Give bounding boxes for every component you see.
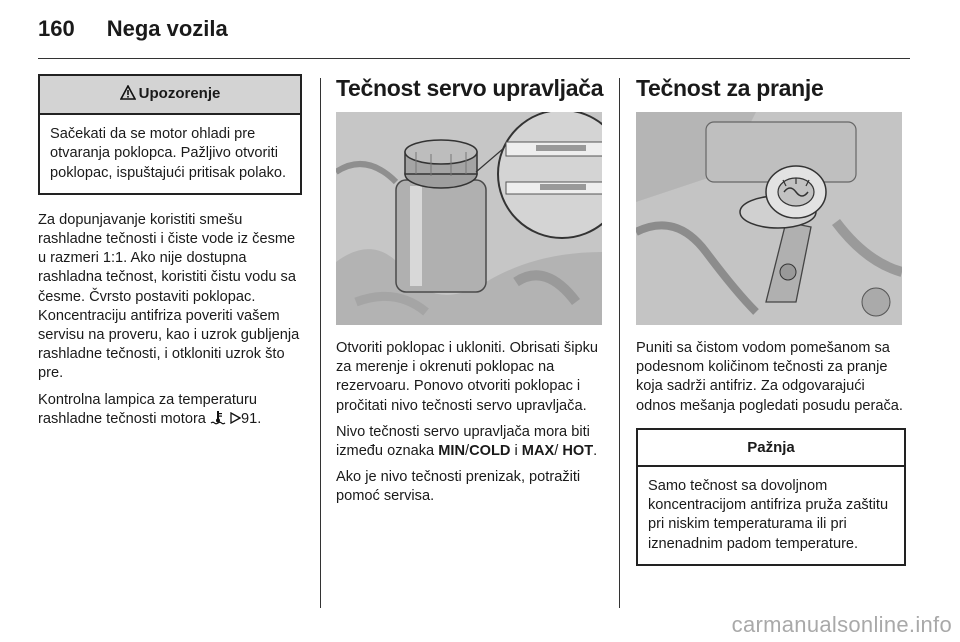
power-steering-reservoir-illustration	[336, 112, 602, 325]
column-divider-2	[619, 78, 620, 608]
column-3	[636, 74, 906, 566]
site-watermark: carmanualsonline.info	[731, 612, 952, 637]
warning-box-body: Sačekati da se motor ohladi pre otvaranja poklopca. Pažljivo otvoriti poklopac, ispuštajući pritisak polako.	[50, 126, 287, 181]
coolant-paragraph: Za dopunjavanje koristiti smešu rashladne tečnosti i čiste vode iz česme u razmeri 1:1. Ako nije dostupna rashladna tečnost, koristiti čistu vodu sa česme. Čvrsto postaviti poklopac. Koncentraciju antifriza poveriti vašem servisu na proveru, kao i uzrok gubljenja rashladne tečnosti, i otkloniti uzrok što pre.	[38, 211, 300, 382]
notice-box-header: Pažnja	[638, 430, 904, 467]
coolant-lamp-text: Kontrolna lampica za temperaturu rashladne tečnosti motora	[38, 391, 258, 427]
level-end: .	[593, 443, 598, 460]
mark-sep-1: /	[465, 443, 470, 460]
notice-box	[636, 428, 906, 566]
mark-min: MIN	[438, 443, 465, 460]
page-reference-arrow-icon	[230, 411, 241, 430]
notice-box-body: Samo tečnost sa dovoljnom koncentracijom antifriza pruža zaštitu pri niskim temperaturama ili pri iznenadnim padom temperature.	[648, 478, 889, 552]
mark-and: i	[514, 443, 518, 460]
washer-fluid-title: Tečnost za pranje	[636, 75, 824, 101]
washer-fluid-paragraph: Puniti sa čistom vodom pomešanom sa podesnom količinom tečnosti za pranje koja sadrži antifriz. Za odgovarajući odnos mešanja pogledati posudu perača.	[636, 340, 903, 414]
mark-max: MAX	[521, 443, 555, 460]
warning-box-title: Upozorenje	[138, 85, 221, 102]
page-number: 160	[38, 16, 75, 41]
column-1	[38, 74, 302, 438]
column-divider-1	[320, 78, 321, 608]
coolant-temperature-icon	[210, 410, 226, 431]
mark-cold: COLD	[469, 443, 511, 460]
page-header	[38, 16, 228, 42]
section-title: Nega vozila	[106, 16, 228, 41]
page-reference[interactable]: 91.	[241, 410, 262, 427]
level-text: Nivo tečnosti servo upravljača mora biti između oznaka	[336, 423, 590, 460]
washer-fluid-reservoir-illustration	[636, 112, 902, 325]
power-steering-paragraph-3: Ako je nivo tečnosti prenizak, potražiti pomoć servisa.	[336, 469, 581, 505]
warning-box-header	[40, 76, 300, 115]
power-steering-paragraph-1: Otvoriti poklopac i ukloniti. Obrisati šipku za merenje i okrenuti poklopac na rezervoaru. Ponovo otvoriti poklopac i pročitati nivo tečnosti servo upravljača.	[336, 340, 598, 414]
mark-sep-2: /	[554, 443, 559, 460]
column-2	[336, 74, 606, 514]
mark-hot: HOT	[562, 443, 594, 460]
coolant-lamp-paragraph	[38, 391, 302, 431]
header-divider	[38, 58, 910, 59]
warning-box	[38, 74, 302, 195]
power-steering-paragraph-2	[336, 423, 606, 461]
power-steering-title: Tečnost servo upravljača	[336, 75, 604, 101]
warning-triangle-icon	[120, 85, 136, 105]
